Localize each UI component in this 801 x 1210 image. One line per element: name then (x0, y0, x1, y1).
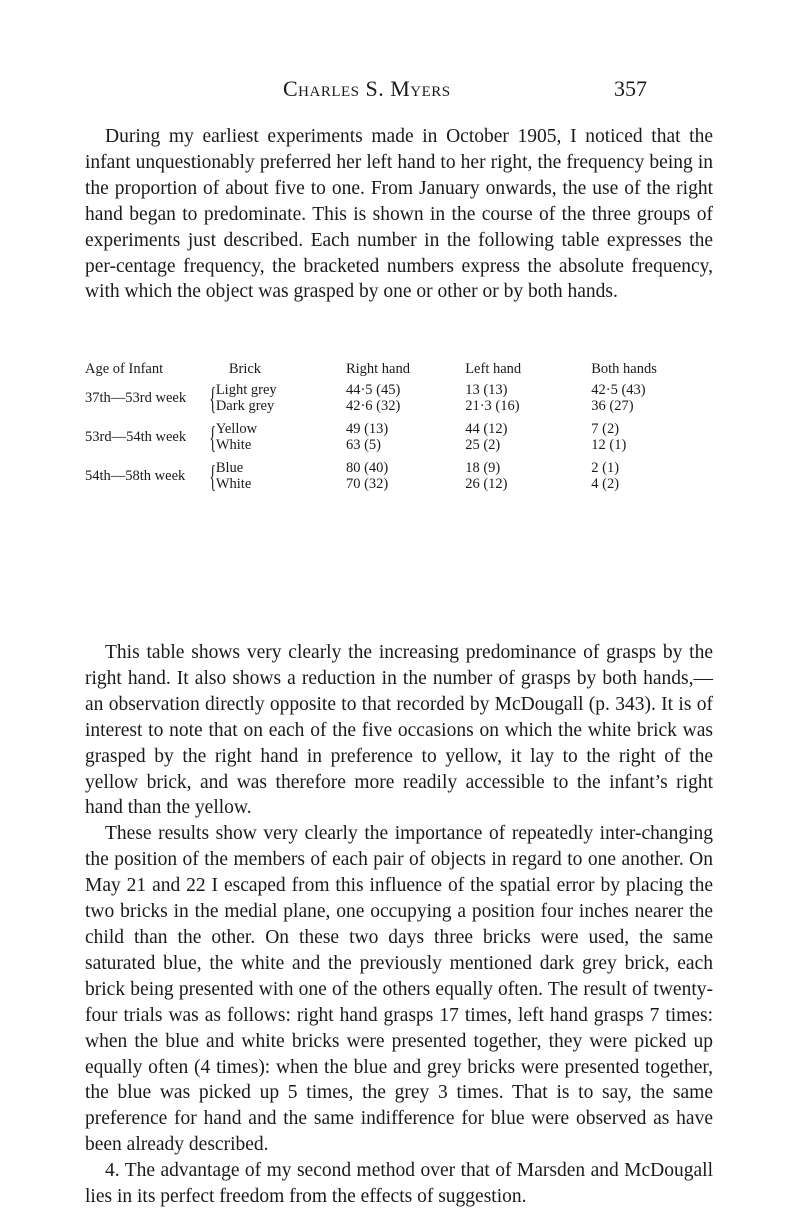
right-hand-cell (346, 460, 454, 499)
left-hand-cell (454, 421, 571, 460)
paragraph-1: During my earliest experiments made in October 1905, I noticed that the infant unquestionably preferred her left hand to her right, the frequency being in the proportion of about five to one. From January onwards, the use of the right hand began to predominate. This is shown in the course of the three groups of experiments just described. Each number in the following table expresses the per-centage frequency, the bracketed numbers express the absolute frequency, with which the object was grasped by one or other or by both hands. (85, 126, 713, 303)
table-row (85, 460, 713, 499)
grasp-frequency-table (85, 361, 713, 499)
brick-name: White (215, 476, 252, 492)
brace-glyph: { (209, 380, 216, 416)
brick-name: Yellow (215, 421, 258, 437)
table-row (85, 382, 713, 421)
value: 12 (1) (591, 437, 627, 453)
running-header (0, 76, 801, 106)
brick-name: Blue (215, 460, 244, 476)
value: 4 (2) (591, 476, 620, 492)
value: 42·6 (32) (345, 398, 401, 414)
paragraph-4: 4. The advantage of my second method over that of Marsden and McDougall lies in its perfect freedom from the effects of suggestion. (85, 1160, 713, 1208)
value: 13 (13) (465, 382, 508, 398)
brick-cell (207, 382, 346, 421)
value: 21·3 (16) (465, 398, 520, 414)
table-header-row (85, 361, 713, 382)
col-header-right-hand: Right hand (345, 361, 410, 377)
col-header-brick: Brick (228, 361, 262, 377)
value: 70 (32) (345, 476, 389, 492)
age-cell: 53rd—54th week (85, 429, 187, 445)
left-hand-cell (454, 382, 571, 421)
brace-glyph: { (209, 458, 216, 494)
brick-name: White (215, 437, 252, 453)
value: 80 (40) (345, 460, 389, 476)
page-number: 357 (614, 76, 647, 101)
value: 25 (2) (465, 437, 501, 453)
paragraph-3: These results show very clearly the importance of repeatedly inter-changing the position of the members of each pair of objects in regard to one another. On May 21 and 22 I escaped from this influence of the spatial error by placing the two bricks in the medial plane, one occupying a position four inches nearer the child than the other. On these two days three bricks were used, the same saturated blue, the white and the previously mentioned dark grey brick, each brick being presented with one of the others equally often. The result of twenty-four trials was as follows: right hand grasps 17 times, left hand grasps 7 times: when the blue and white bricks were presented together, they were picked up equally often (4 times): when the blue and grey bricks were presented together, the blue was picked up 5 times, the grey 3 times. That is to say, the same preference for hand and the same indifference for blue were observed as have been already described. (85, 823, 713, 1156)
right-hand-cell (346, 421, 454, 460)
both-hands-cell (571, 460, 713, 499)
col-header-age: Age of Infant (85, 361, 164, 377)
value: 63 (5) (345, 437, 381, 453)
value: 42·5 (43) (591, 382, 646, 398)
right-hand-cell (346, 382, 454, 421)
brick-name: Light grey (215, 382, 277, 398)
body-text-top (85, 124, 713, 305)
value: 36 (27) (591, 398, 634, 414)
brick-cell (207, 460, 346, 499)
left-hand-cell (454, 460, 571, 499)
brace-glyph: { (209, 419, 216, 455)
age-cell: 37th—53rd week (85, 390, 187, 406)
table-row (85, 421, 713, 460)
body-text-bottom (85, 640, 713, 1210)
brick-name: Dark grey (215, 398, 275, 414)
value: 7 (2) (591, 421, 620, 437)
both-hands-cell (571, 382, 713, 421)
value: 44 (12) (465, 421, 508, 437)
age-cell: 54th—58th week (85, 468, 186, 484)
both-hands-cell (571, 421, 713, 460)
col-header-left-hand: Left hand (465, 361, 522, 377)
value: 26 (12) (465, 476, 508, 492)
col-header-both-hands: Both hands (591, 361, 657, 377)
paragraph-2: This table shows very clearly the increasing predominance of grasps by the right hand. It also shows a reduction in the number of grasps by both hands,—an observation directly opposite to that recorded by McDougall (p. 343). It is of interest to note that on each of the five occasions on which the white brick was grasped by the right hand in preference to yellow, it lay to the right of the yellow brick, and was therefore more readily accessible to the infant’s right hand than the yellow. (85, 642, 713, 819)
value: 18 (9) (465, 460, 501, 476)
value: 49 (13) (345, 421, 389, 437)
value: 2 (1) (591, 460, 620, 476)
brick-cell (207, 421, 346, 460)
running-head-author: Charles S. Myers (283, 76, 451, 101)
value: 44·5 (45) (345, 382, 401, 398)
